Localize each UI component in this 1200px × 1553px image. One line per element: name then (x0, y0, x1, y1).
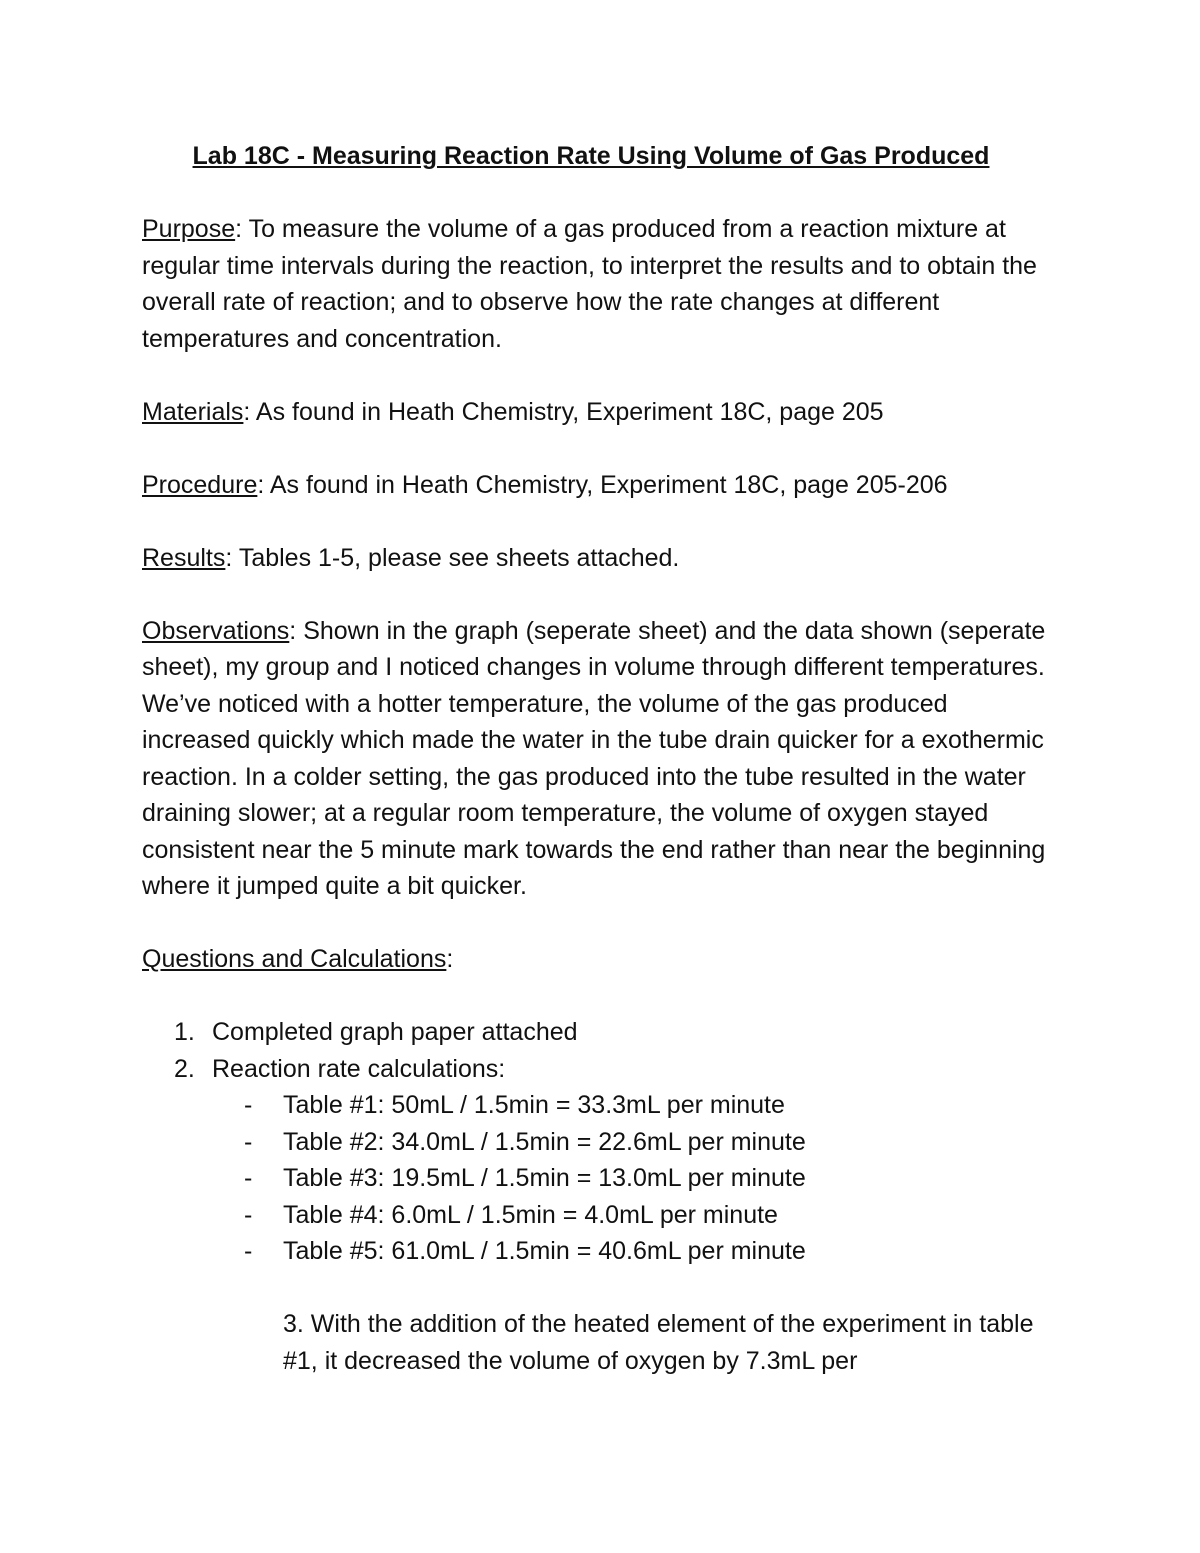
calculation-item (142, 1160, 1062, 1197)
purpose-heading: Purpose (142, 215, 236, 243)
calculation-text: Table #4: 6.0mL / 1.5min = 4.0mL per minute (283, 1200, 778, 1229)
dash-bullet: - (244, 1200, 253, 1229)
question-text: Reaction rate calculations: (212, 1054, 506, 1083)
results-text: : Tables 1-5, please see sheets attached. (225, 543, 680, 572)
document-title: Lab 18C - Measuring Reaction Rate Using Volume of Gas Produced (192, 142, 990, 170)
questions-heading: Questions and Calculations (142, 945, 447, 973)
calculation-item (142, 1124, 1062, 1161)
questions-list (142, 1014, 1062, 1087)
results-heading: Results (142, 543, 226, 572)
calculation-item (142, 1197, 1062, 1234)
question-text: Completed graph paper attached (212, 1018, 578, 1046)
calculation-text: Table #3: 19.5mL / 1.5min = 13.0mL per minute (283, 1164, 806, 1192)
observations-heading: Observations (142, 616, 290, 645)
question-item (142, 1014, 1062, 1051)
calculation-text: Table #2: 34.0mL / 1.5min = 22.6mL per minute (283, 1127, 806, 1156)
blank-line (142, 978, 1062, 1015)
calculation-item (142, 1233, 1062, 1270)
dash-bullet: - (244, 1237, 253, 1265)
procedure-heading: Procedure (142, 470, 258, 499)
purpose-section (142, 211, 1062, 357)
dash-bullet: - (244, 1127, 253, 1156)
calculation-text: Table #5: 61.0mL / 1.5min = 40.6mL per minute (283, 1237, 806, 1265)
questions-section (142, 941, 1062, 1379)
question-number: 1. (174, 1018, 195, 1046)
question-number: 2. (174, 1054, 195, 1083)
question-3-text: 3. With the addition of the heated element of the experiment in table #1, it decreased the volume of oxygen by 7.3mL per (283, 1310, 1034, 1375)
questions-heading-line (142, 941, 1062, 978)
procedure-text: : As found in Heath Chemistry, Experiment 18C, page 205-206 (257, 470, 948, 499)
results-section (142, 540, 1062, 577)
calculation-item (142, 1087, 1062, 1124)
observations-section (142, 613, 1062, 905)
materials-text: : As found in Heath Chemistry, Experiment 18C, page 205 (243, 397, 884, 426)
questions-heading-suffix: : (446, 945, 454, 973)
materials-heading: Materials (142, 397, 244, 426)
document-page (142, 138, 1062, 1379)
calculation-text: Table #1: 50mL / 1.5min = 33.3mL per minute (283, 1091, 785, 1119)
dash-bullet: - (244, 1164, 253, 1192)
question-item (142, 1051, 1062, 1088)
purpose-text: : To measure the volume of a gas produced from a reaction mixture at regular time intervals during the reaction, to interpret the results and to obtain the overall rate of reaction; and to observe how the rate changes at different temperatures and concentration. (142, 215, 1037, 353)
materials-section (142, 394, 1062, 431)
observations-text: : Shown in the graph (seperate sheet) and the data shown (seperate sheet), my group and I noticed changes in volume through different temperatures. We’ve noticed with a hotter temperature, the volume of the gas produced increased quickly which made the water in the tube drain quicker for a exothermic reaction. In a colder setting, the gas produced into the tube resulted in the water draining slower; at a regular room temperature, the volume of oxygen stayed consistent near the 5 minute mark towards the end rather than near the beginning where it jumped quite a bit quicker. (142, 616, 1046, 900)
procedure-section (142, 467, 1062, 504)
dash-bullet: - (244, 1091, 253, 1119)
calculations-list (142, 1087, 1062, 1270)
